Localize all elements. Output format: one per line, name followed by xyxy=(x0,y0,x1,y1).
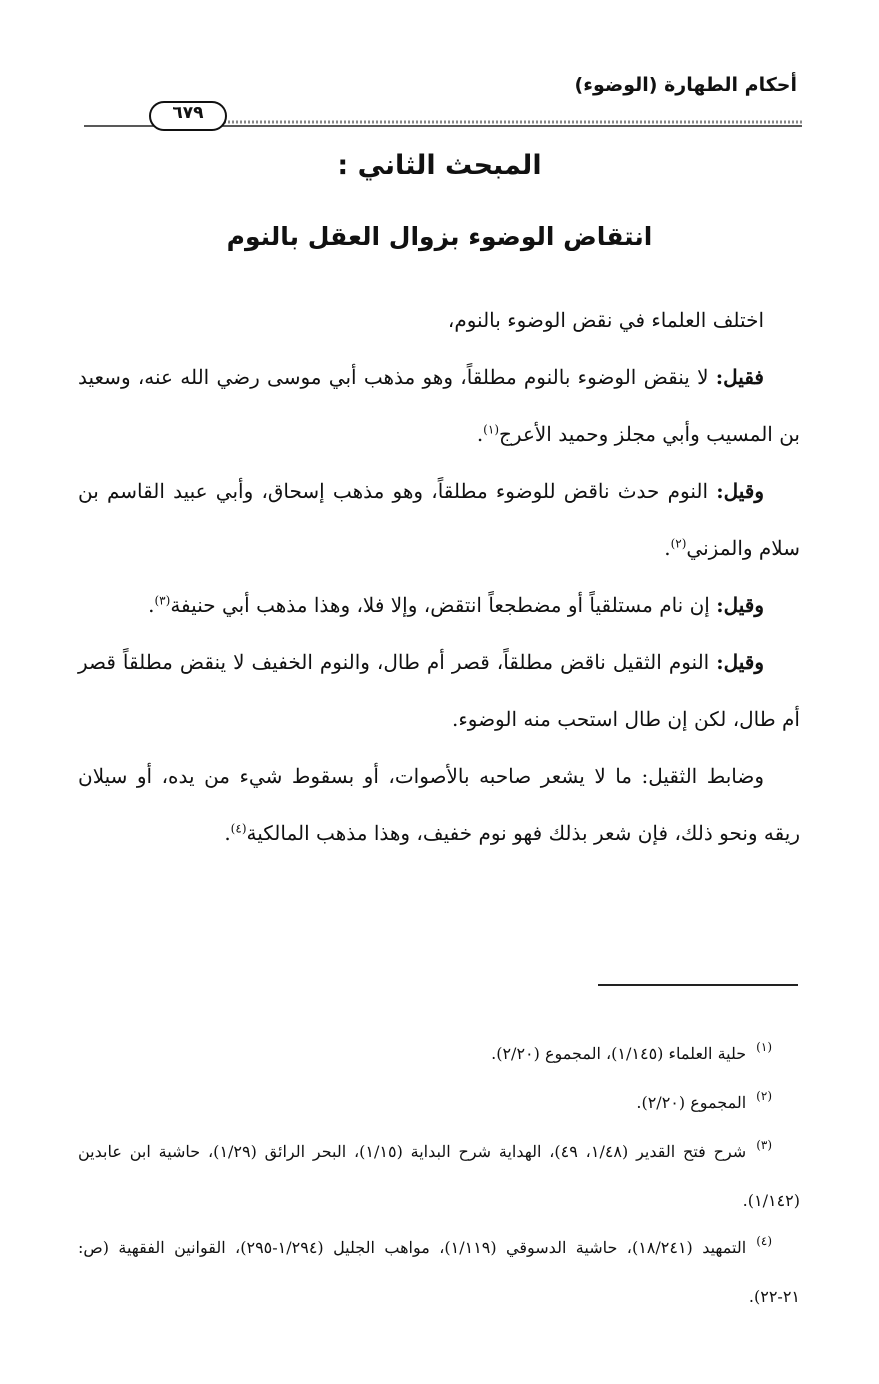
opinion-lead: وقيل: xyxy=(716,650,764,674)
sentence-end: . xyxy=(476,422,484,446)
footnote xyxy=(78,1128,800,1224)
opinion-lead: فقيل: xyxy=(715,365,764,389)
closing-paragraph xyxy=(78,748,800,862)
page-number: ٦٧٩ xyxy=(172,103,204,123)
footnote-ref: (٤) xyxy=(230,821,247,836)
footnote-text: التمهيد (١٨/٢٤١)، حاشية الدسوقي (١/١١٩)، مواهب الجليل (١/٢٩٤-٢٩٥)، القوانين الفقهية (ص: ٢١-٢٢). xyxy=(78,1238,800,1306)
footnote-mark: (٢) xyxy=(756,1089,772,1103)
section-title: انتقاض الوضوء بزوال العقل بالنوم xyxy=(226,222,653,251)
closing-text: وضابط الثقيل: ما لا يشعر صاحبه بالأصوات، أو بسقوط شيء من يده، أو سيلان ريقه ونحو ذلك، فإن شعر بذلك فهو نوم خفيف، وهذا مذهب المالكية xyxy=(78,764,800,845)
sentence-end: . xyxy=(664,536,671,560)
footnote-separator xyxy=(598,984,798,986)
footnote-mark: (٣) xyxy=(756,1138,773,1152)
footnote-ref: (٣) xyxy=(154,593,171,608)
sentence-end: . xyxy=(148,593,155,617)
opinion-text: النوم حدث ناقض للوضوء مطلقاً، وهو مذهب إسحاق، وأبي عبيد القاسم بن سلام والمزني xyxy=(78,479,800,560)
opinion-paragraph xyxy=(78,463,800,577)
footnote xyxy=(78,1030,800,1079)
footnote-text: شرح فتح القدير (١/٤٨، ٤٩)، الهداية شرح البداية (١/١٥)، البحر الرائق (١/٢٩)، حاشية ابن عابدين (١/١٤٢). xyxy=(78,1142,800,1210)
opinion-paragraph xyxy=(78,349,800,463)
opinion-text: لا ينقض الوضوء بالنوم مطلقاً، وهو مذهب أبي موسى رضي الله عنه، وسعيد بن المسيب وأبي مجلز وحميد الأعرج xyxy=(78,365,800,446)
footnote-ref: (١) xyxy=(483,422,499,437)
intro-paragraph: اختلف العلماء في نقض الوضوء بالنوم، xyxy=(447,308,764,332)
footnote xyxy=(78,1079,800,1128)
footnote-mark: (٤) xyxy=(756,1234,773,1248)
opinion-lead: وقيل: xyxy=(716,593,764,617)
opinion-paragraph xyxy=(78,634,800,748)
body-text xyxy=(78,292,800,862)
footnote-ref: (٢) xyxy=(670,536,687,551)
footnote-mark: (١) xyxy=(756,1040,772,1054)
opinion-lead: وقيل: xyxy=(716,479,764,503)
footnote xyxy=(78,1224,800,1320)
footnotes xyxy=(78,1030,800,1320)
section-label: المبحث الثاني : xyxy=(337,150,542,181)
running-title: أحكام الطهارة (الوضوء) xyxy=(574,74,797,96)
opinion-text: النوم الثقيل ناقض مطلقاً، قصر أم طال، والنوم الخفيف لا ينقض مطلقاً قصر أم طال، لكن إن طال استحب منه الوضوء. xyxy=(78,650,800,731)
footnote-text: حلية العلماء (١/١٤٥)، المجموع (٢/٢٠). xyxy=(491,1044,747,1063)
opinion-paragraph xyxy=(78,577,800,634)
opinion-text: إن نام مستلقياً أو مضطجعاً انتقض، وإلا فلا، وهذا مذهب أبي حنيفة xyxy=(170,593,717,617)
footnote-text: المجموع (٢/٢٠). xyxy=(636,1093,747,1112)
sentence-end: . xyxy=(224,821,231,845)
